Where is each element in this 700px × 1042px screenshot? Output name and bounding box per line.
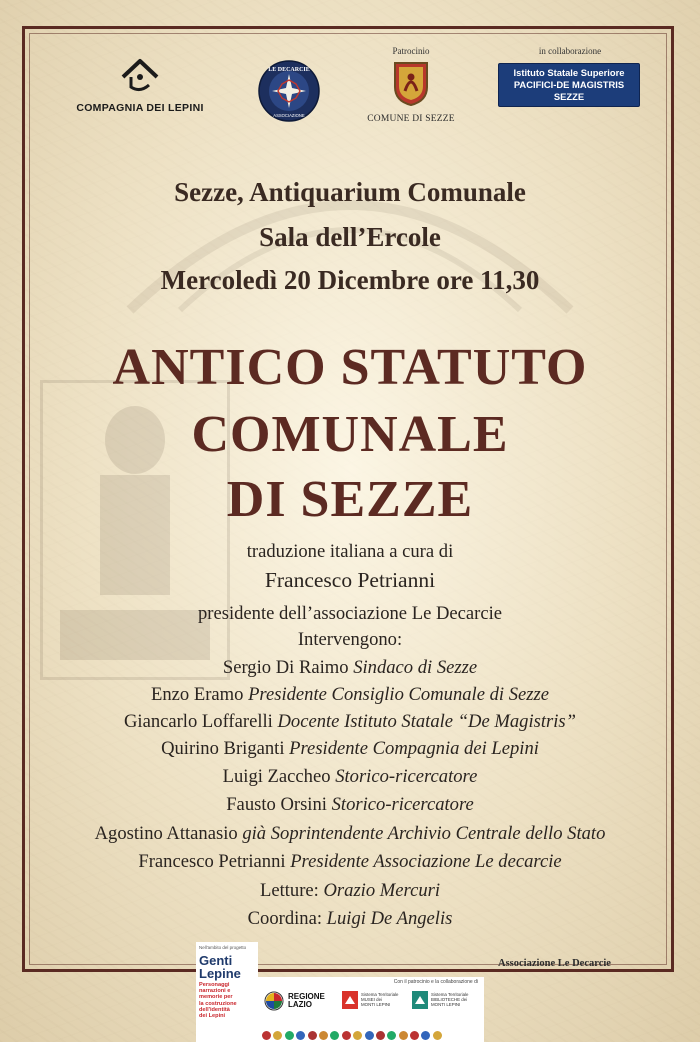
speaker-row (0, 684, 700, 706)
speaker-row (0, 711, 700, 733)
speaker-row (0, 738, 700, 760)
municipality-crest-icon (421, 1031, 430, 1040)
municipality-crest-icon (285, 1031, 294, 1040)
le-decarcie-badge-icon (258, 60, 320, 122)
compagnia-dei-lepini-logo (60, 55, 220, 114)
sezze-coat-of-arms-icon (391, 59, 431, 107)
speaker-role: Sindaco di Sezze (353, 657, 478, 678)
speaker-name: Fausto Orsini (226, 794, 327, 815)
genti-sub-line: Personaggi (199, 982, 230, 988)
municipality-crest-icon (262, 1031, 271, 1040)
genti-sub-line: narrazioni e (199, 988, 231, 995)
municipality-crest-icon (273, 1031, 282, 1040)
comune-label: COMUNE DI SEZZE (367, 114, 455, 124)
musei-label-line: Sistema Territoriale (361, 992, 399, 997)
readings-line (0, 880, 700, 902)
speaker-role: già Soprintendente Archivio Centrale dello Stato (242, 823, 606, 844)
decarcie-badge-subtext: ASSOCIAZIONE (273, 113, 305, 118)
municipality-crest-icon (410, 1031, 419, 1040)
translator-role: presidente dell’associazione Le Decarcie (197, 603, 503, 624)
speaker-name: Sergio Di Raimo (222, 657, 349, 678)
speaker-role: Presidente Associazione Le decarcie (290, 851, 562, 872)
musei-label-line: MUSEI dei (361, 996, 382, 1002)
sponsor-strip (258, 977, 484, 1042)
municipality-crest-icon (342, 1031, 351, 1040)
title-line-1: ANTICO STATUTO (112, 339, 588, 396)
speaker-name: Francesco Petrianni (138, 851, 286, 872)
speaker-row (0, 823, 700, 845)
collaborazione-label: in collaborazione (538, 46, 602, 56)
speaker-name: Luigi Zaccheo (222, 766, 331, 787)
istituto-line-3: SEZZE (553, 91, 585, 102)
istituto-box (498, 63, 640, 107)
biblio-label-line: MONTI LEPINI (431, 1001, 461, 1007)
municipality-crest-icon (376, 1031, 385, 1040)
municipality-crest-icon (353, 1031, 362, 1040)
musei-label-line: MONTI LEPINI (361, 1001, 391, 1007)
musei-icon (342, 991, 358, 1009)
municipality-crest-icon (387, 1031, 396, 1040)
municipality-logos (262, 1027, 480, 1039)
speaker-role: Presidente Compagnia dei Lepini (289, 738, 539, 759)
speaker-name: Enzo Eramo (151, 684, 244, 705)
genti-sub-line: memorie per (199, 994, 233, 1001)
speaker-name: Agostino Attanasio (94, 823, 238, 844)
municipality-crest-icon (319, 1031, 328, 1040)
municipality-crest-icon (296, 1031, 305, 1040)
biblioteche-label (431, 993, 469, 1007)
musei-label (361, 993, 399, 1007)
translator-name: Francesco Petrianni (264, 568, 436, 592)
translation-line: traduzione italiana a cura di (246, 541, 454, 562)
speaker-name: Quirino Briganti (161, 738, 285, 759)
speaker-role: Storico-ricercatore (335, 766, 478, 787)
regione-lazio-icon (264, 991, 284, 1011)
municipality-crest-icon (330, 1031, 339, 1040)
regione-label (288, 993, 325, 1009)
speaker-row (0, 851, 700, 873)
regione-lazio-logo (264, 991, 332, 1011)
genti-title-1: Genti (199, 953, 233, 968)
readings-name: Orazio Mercuri (323, 880, 441, 901)
footer-association: Associazione Le Decarcie (498, 958, 611, 969)
compagnia-house-icon (117, 55, 163, 95)
coordination-name: Luigi De Angelis (326, 908, 453, 929)
biblioteche-lepini-logo (412, 991, 480, 1011)
municipality-crest-icon (365, 1031, 374, 1040)
istituto-line-1: Istituto Statale Superiore (513, 67, 625, 78)
readings-label: Letture: (259, 880, 319, 901)
coordination-line (0, 908, 700, 930)
title-line-3: DI SEZZE (226, 471, 474, 528)
speaker-name: Giancarlo Loffarelli (123, 711, 273, 732)
venue-line-2: Sala dell’Ercole (259, 222, 441, 252)
genti-sub-line: dell'identità (199, 1006, 230, 1013)
decarcie-badge-text: LE DECARCIE (268, 67, 310, 73)
municipality-crest-icon (399, 1031, 408, 1040)
patrocinio-label: Patrocinio (392, 46, 430, 56)
comune-di-sezze-logo (358, 46, 464, 124)
speaker-row (0, 794, 700, 816)
event-datetime: Mercoledì 20 Dicembre ore 11,30 (160, 265, 540, 295)
genti-title-2: Lepine (199, 966, 241, 981)
genti-lepine-badge (196, 942, 258, 1042)
genti-sub-line: la costruzione (199, 1000, 237, 1007)
municipality-crest-icon (308, 1031, 317, 1040)
speaker-role: Presidente Consiglio Comunale di Sezze (248, 684, 549, 705)
compagnia-label: COMPAGNIA DEI LEPINI (76, 102, 204, 114)
coordination-label: Coordina: (247, 908, 323, 929)
istituto-line-2: PACIFICI-DE MAGISTRIS (513, 79, 625, 90)
musei-lepini-logo (342, 991, 410, 1011)
genti-pre-label: Nell'ambito del progetto (199, 945, 247, 950)
biblio-label-line: BIBLIOTECHE dei (431, 996, 468, 1002)
biblioteche-icon (412, 991, 428, 1009)
speaker-role: Storico-ricercatore (331, 794, 474, 815)
title-line-2: COMUNALE (191, 406, 509, 463)
regione-label-2: LAZIO (288, 1000, 312, 1009)
genti-sub-line: dei Lepini (199, 1013, 226, 1020)
strip-caption: Con il patrocinio e la collaborazione di (393, 979, 478, 985)
speaker-role: Docente Istituto Statale “De Magistris” (277, 711, 577, 732)
municipality-crest-icon (433, 1031, 442, 1040)
venue-line-1: Sezze, Antiquarium Comunale (174, 177, 526, 207)
speaker-row (0, 766, 700, 788)
speakers-heading: Intervengono: (297, 629, 403, 650)
regione-label-1: REGIONE (288, 992, 325, 1001)
biblio-label-line: Sistema Territoriale (431, 992, 469, 997)
genti-subtitle (199, 982, 255, 1019)
speaker-row (0, 657, 700, 679)
